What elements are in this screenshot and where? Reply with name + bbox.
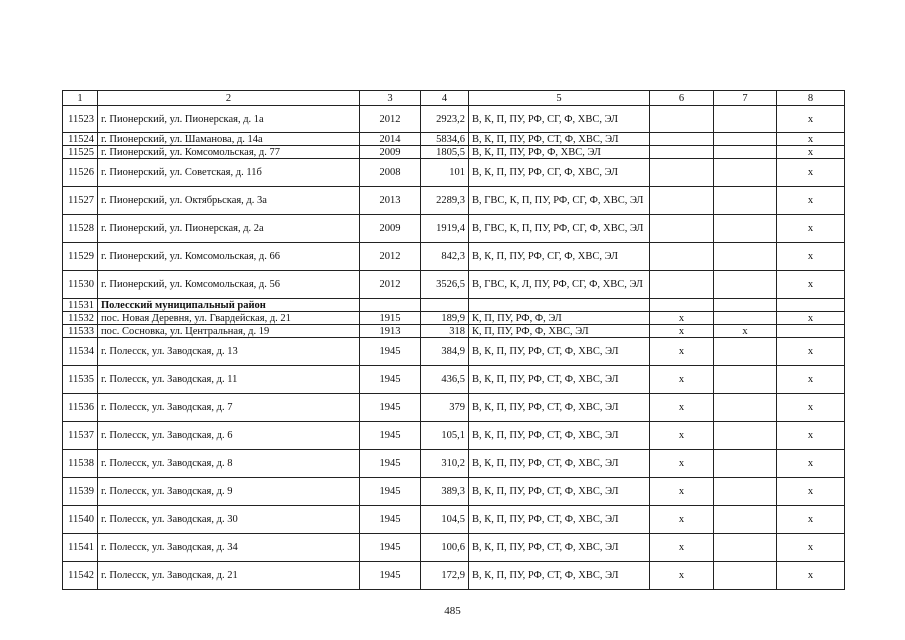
address-cell: г. Пионерский, ул. Пионерская, д. 1а (98, 106, 360, 133)
year-cell: 2012 (360, 271, 421, 299)
year-cell: 1945 (360, 478, 421, 506)
address-cell: г. Полесск, ул. Заводская, д. 7 (98, 394, 360, 422)
column-6-cell: х (650, 534, 714, 562)
year-cell: 1945 (360, 338, 421, 366)
row-number: 11529 (63, 243, 98, 271)
row-number: 11540 (63, 506, 98, 534)
year-cell (360, 299, 421, 312)
address-cell: г. Полесск, ул. Заводская, д. 30 (98, 506, 360, 534)
year-cell: 1913 (360, 325, 421, 338)
column-number-4: 4 (421, 91, 469, 106)
column-8-cell: х (777, 478, 845, 506)
column-8-cell: х (777, 450, 845, 478)
row-number: 11538 (63, 450, 98, 478)
year-cell: 1945 (360, 562, 421, 590)
services-cell: В, К, П, ПУ, РФ, СГ, Ф, ХВС, ЭЛ (469, 243, 650, 271)
row-number: 11532 (63, 312, 98, 325)
area-cell (421, 299, 469, 312)
row-number: 11528 (63, 215, 98, 243)
column-6-cell: х (650, 325, 714, 338)
column-number-5: 5 (469, 91, 650, 106)
year-cell: 1945 (360, 506, 421, 534)
services-cell: В, К, П, ПУ, РФ, СТ, Ф, ХВС, ЭЛ (469, 478, 650, 506)
row-number: 11536 (63, 394, 98, 422)
area-cell: 384,9 (421, 338, 469, 366)
column-8-cell: х (777, 159, 845, 187)
area-cell: 379 (421, 394, 469, 422)
row-number: 11525 (63, 146, 98, 159)
column-8-cell: х (777, 506, 845, 534)
services-cell: В, К, П, ПУ, РФ, СТ, Ф, ХВС, ЭЛ (469, 133, 650, 146)
services-cell: В, К, П, ПУ, РФ, СГ, Ф, ХВС, ЭЛ (469, 159, 650, 187)
row-number: 11534 (63, 338, 98, 366)
year-cell: 1945 (360, 422, 421, 450)
table-row (63, 450, 845, 478)
table-row (63, 271, 845, 299)
year-cell: 1945 (360, 450, 421, 478)
table-row (63, 106, 845, 133)
table-row (63, 506, 845, 534)
column-6-cell (650, 159, 714, 187)
services-cell: В, ГВС, К, Л, ПУ, РФ, СГ, Ф, ХВС, ЭЛ (469, 271, 650, 299)
column-7-cell (714, 243, 777, 271)
year-cell: 1915 (360, 312, 421, 325)
column-6-cell (650, 299, 714, 312)
column-8-cell (777, 325, 845, 338)
services-cell: В, К, П, ПУ, РФ, СТ, Ф, ХВС, ЭЛ (469, 394, 650, 422)
column-6-cell: х (650, 562, 714, 590)
column-7-cell (714, 478, 777, 506)
address-cell: г. Полесск, ул. Заводская, д. 11 (98, 366, 360, 394)
column-8-cell: х (777, 271, 845, 299)
column-number-8: 8 (777, 91, 845, 106)
column-6-cell: х (650, 450, 714, 478)
column-8-cell: х (777, 366, 845, 394)
column-7-cell (714, 450, 777, 478)
column-8-cell: х (777, 106, 845, 133)
column-6-cell: х (650, 422, 714, 450)
column-number-3: 3 (360, 91, 421, 106)
column-6-cell: х (650, 478, 714, 506)
column-8-cell: х (777, 338, 845, 366)
column-8-cell: х (777, 133, 845, 146)
column-7-cell (714, 106, 777, 133)
column-8-cell: х (777, 243, 845, 271)
column-7-cell (714, 338, 777, 366)
address-cell: г. Пионерский, ул. Комсомольская, д. 77 (98, 146, 360, 159)
table-row (63, 534, 845, 562)
area-cell: 1919,4 (421, 215, 469, 243)
area-cell: 5834,6 (421, 133, 469, 146)
address-cell: г. Полесск, ул. Заводская, д. 34 (98, 534, 360, 562)
column-number-2: 2 (98, 91, 360, 106)
table-row (63, 146, 845, 159)
year-cell: 1945 (360, 394, 421, 422)
address-cell: Полесский муниципальный район (98, 299, 360, 312)
services-cell: В, ГВС, К, П, ПУ, РФ, СГ, Ф, ХВС, ЭЛ (469, 187, 650, 215)
table-row (63, 338, 845, 366)
table-row (63, 215, 845, 243)
year-cell: 2012 (360, 106, 421, 133)
address-cell: г. Полесск, ул. Заводская, д. 9 (98, 478, 360, 506)
area-cell: 100,6 (421, 534, 469, 562)
area-cell: 172,9 (421, 562, 469, 590)
column-6-cell (650, 106, 714, 133)
services-cell: В, К, П, ПУ, РФ, СТ, Ф, ХВС, ЭЛ (469, 450, 650, 478)
year-cell: 1945 (360, 534, 421, 562)
housing-register-table (62, 90, 845, 590)
area-cell: 2289,3 (421, 187, 469, 215)
column-7-cell (714, 133, 777, 146)
column-7-cell (714, 366, 777, 394)
column-7-cell (714, 215, 777, 243)
column-7-cell (714, 394, 777, 422)
table-row (63, 478, 845, 506)
address-cell: пос. Новая Деревня, ул. Гвардейская, д. 21 (98, 312, 360, 325)
column-6-cell: х (650, 312, 714, 325)
table-row (63, 394, 845, 422)
services-cell: В, К, П, ПУ, РФ, СТ, Ф, ХВС, ЭЛ (469, 422, 650, 450)
year-cell: 2014 (360, 133, 421, 146)
column-6-cell (650, 243, 714, 271)
area-cell: 436,5 (421, 366, 469, 394)
row-number: 11533 (63, 325, 98, 338)
column-8-cell: х (777, 394, 845, 422)
area-cell: 318 (421, 325, 469, 338)
services-cell: К, П, ПУ, РФ, Ф, ЭЛ (469, 312, 650, 325)
column-6-cell (650, 146, 714, 159)
column-7-cell: х (714, 325, 777, 338)
column-7-cell (714, 146, 777, 159)
area-cell: 101 (421, 159, 469, 187)
column-8-cell: х (777, 562, 845, 590)
services-cell: К, П, ПУ, РФ, Ф, ХВС, ЭЛ (469, 325, 650, 338)
area-cell: 104,5 (421, 506, 469, 534)
year-cell: 2013 (360, 187, 421, 215)
services-cell: В, К, П, ПУ, РФ, Ф, ХВС, ЭЛ (469, 146, 650, 159)
area-cell: 105,1 (421, 422, 469, 450)
services-cell: В, К, П, ПУ, РФ, СТ, Ф, ХВС, ЭЛ (469, 506, 650, 534)
column-7-cell (714, 562, 777, 590)
row-number: 11542 (63, 562, 98, 590)
column-8-cell: х (777, 215, 845, 243)
column-7-cell (714, 271, 777, 299)
services-cell: В, К, П, ПУ, РФ, СГ, Ф, ХВС, ЭЛ (469, 106, 650, 133)
table-row (63, 562, 845, 590)
column-7-cell (714, 422, 777, 450)
table-row (63, 243, 845, 271)
row-number: 11537 (63, 422, 98, 450)
area-cell: 842,3 (421, 243, 469, 271)
address-cell: г. Полесск, ул. Заводская, д. 21 (98, 562, 360, 590)
address-cell: г. Полесск, ул. Заводская, д. 8 (98, 450, 360, 478)
area-cell: 2923,2 (421, 106, 469, 133)
table-row (63, 133, 845, 146)
row-number: 11527 (63, 187, 98, 215)
address-cell: г. Пионерский, ул. Комсомольская, д. 56 (98, 271, 360, 299)
column-8-cell: х (777, 146, 845, 159)
area-cell: 389,3 (421, 478, 469, 506)
column-7-cell (714, 187, 777, 215)
address-cell: г. Пионерский, ул. Шаманова, д. 14а (98, 133, 360, 146)
address-cell: пос. Сосновка, ул. Центральная, д. 19 (98, 325, 360, 338)
column-number-1: 1 (63, 91, 98, 106)
address-cell: г. Пионерский, ул. Октябрьская, д. 3а (98, 187, 360, 215)
column-number-row (63, 91, 845, 106)
column-7-cell (714, 506, 777, 534)
services-cell: В, К, П, ПУ, РФ, СТ, Ф, ХВС, ЭЛ (469, 562, 650, 590)
table-row (63, 312, 845, 325)
column-7-cell (714, 312, 777, 325)
column-8-cell: х (777, 534, 845, 562)
row-number: 11524 (63, 133, 98, 146)
year-cell: 2009 (360, 215, 421, 243)
column-6-cell (650, 187, 714, 215)
section-row (63, 299, 845, 312)
row-number: 11530 (63, 271, 98, 299)
column-6-cell: х (650, 394, 714, 422)
row-number: 11531 (63, 299, 98, 312)
column-number-7: 7 (714, 91, 777, 106)
table-row (63, 366, 845, 394)
column-8-cell: х (777, 312, 845, 325)
table-row (63, 422, 845, 450)
year-cell: 1945 (360, 366, 421, 394)
page-number: 485 (444, 605, 461, 617)
address-cell: г. Полесск, ул. Заводская, д. 13 (98, 338, 360, 366)
year-cell: 2009 (360, 146, 421, 159)
services-cell: В, К, П, ПУ, РФ, СТ, Ф, ХВС, ЭЛ (469, 534, 650, 562)
year-cell: 2012 (360, 243, 421, 271)
column-7-cell (714, 299, 777, 312)
address-cell: г. Полесск, ул. Заводская, д. 6 (98, 422, 360, 450)
column-8-cell: х (777, 422, 845, 450)
services-cell (469, 299, 650, 312)
row-number: 11541 (63, 534, 98, 562)
row-number: 11535 (63, 366, 98, 394)
column-6-cell (650, 215, 714, 243)
area-cell: 3526,5 (421, 271, 469, 299)
column-8-cell (777, 299, 845, 312)
address-cell: г. Пионерский, ул. Пионерская, д. 2а (98, 215, 360, 243)
area-cell: 189,9 (421, 312, 469, 325)
table-row (63, 325, 845, 338)
column-8-cell: х (777, 187, 845, 215)
services-cell: В, ГВС, К, П, ПУ, РФ, СГ, Ф, ХВС, ЭЛ (469, 215, 650, 243)
column-6-cell (650, 271, 714, 299)
column-6-cell: х (650, 506, 714, 534)
column-7-cell (714, 159, 777, 187)
column-6-cell: х (650, 366, 714, 394)
area-cell: 1805,5 (421, 146, 469, 159)
row-number: 11523 (63, 106, 98, 133)
address-cell: г. Пионерский, ул. Советская, д. 11б (98, 159, 360, 187)
row-number: 11539 (63, 478, 98, 506)
year-cell: 2008 (360, 159, 421, 187)
services-cell: В, К, П, ПУ, РФ, СТ, Ф, ХВС, ЭЛ (469, 366, 650, 394)
column-7-cell (714, 534, 777, 562)
services-cell: В, К, П, ПУ, РФ, СТ, Ф, ХВС, ЭЛ (469, 338, 650, 366)
table-row (63, 159, 845, 187)
address-cell: г. Пионерский, ул. Комсомольская, д. 66 (98, 243, 360, 271)
column-number-6: 6 (650, 91, 714, 106)
column-6-cell (650, 133, 714, 146)
table-row (63, 187, 845, 215)
row-number: 11526 (63, 159, 98, 187)
area-cell: 310,2 (421, 450, 469, 478)
column-6-cell: х (650, 338, 714, 366)
table-body (63, 91, 845, 590)
